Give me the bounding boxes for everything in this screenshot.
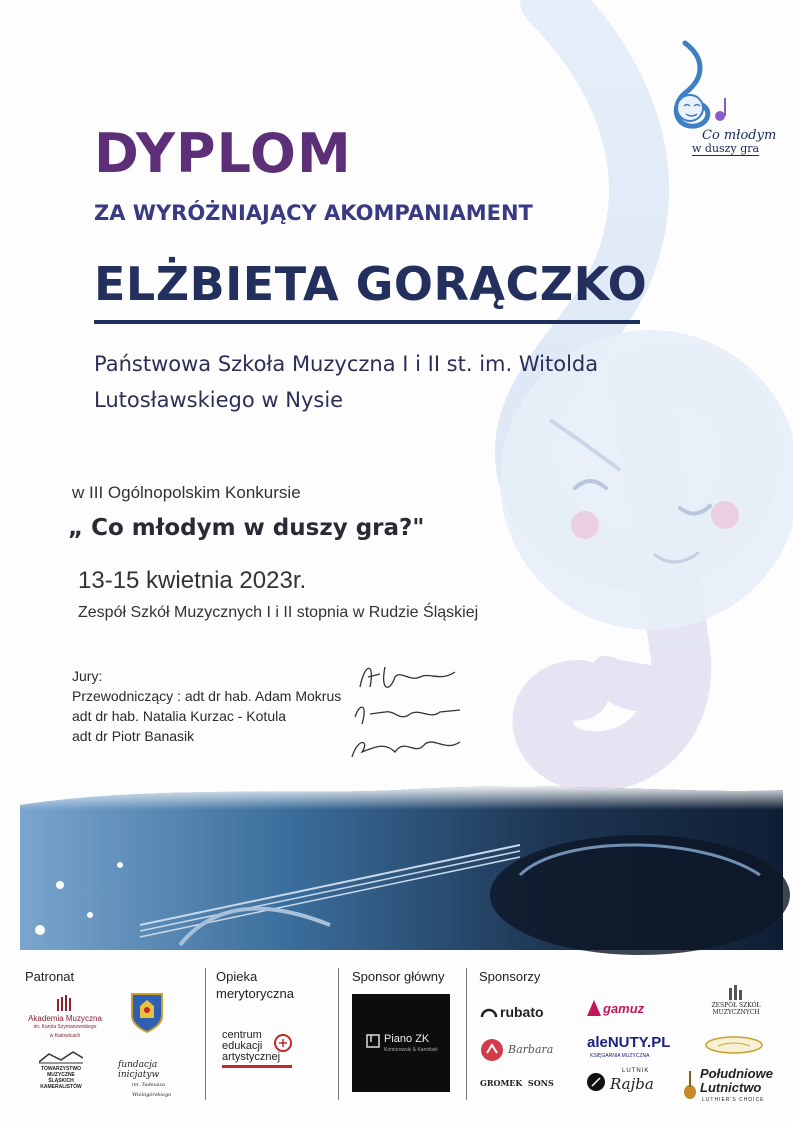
alenuty-logo: aleNUTY.PL [587,1034,671,1051]
sponsor-glowny-label: Sponsor główny [352,969,445,984]
towarzystwo-icon [39,1050,83,1064]
cello-banner-image [0,765,793,965]
jury-member-3: adt dr Piotr Banasik [72,728,195,744]
school-line-1: Państwowa Szkoła Muzyczna I i II st. im. Witolda [94,352,599,376]
fundacja-line-1: fundacja [118,1060,158,1070]
akademia-icon [55,995,75,1011]
piano-zk-sub: Komorowski & Kamiński [384,1047,438,1053]
festival-logo [650,38,775,163]
fundacja-line-3: im. Tadeusza Wielogórskiego [132,1082,172,1098]
akademia-logo [25,995,105,1041]
cea-line-2: edukacji [222,1040,263,1052]
tow-line-3: ŚLĄSKICH [48,1078,74,1084]
footer-divider-1 [205,968,206,1100]
barbara-icon [480,1038,504,1062]
diploma-subtitle: ZA WYRÓŻNIAJĄCY AKOMPANIAMENT [94,201,533,225]
alenuty-sub: KSIĘGARNIA MUZYCZNA [590,1053,650,1059]
opieka-label [216,968,294,1002]
recipient-name: ELŻBIETA GORĄCZKO [94,257,648,311]
tow-line-1: TOWARZYSTWO [41,1066,81,1072]
contest-venue: Zespół Szkół Muzycznych I i II stopnia w Rudzie Śląskiej [78,604,479,621]
school-line-2: Lutosławskiego w Nysie [94,388,344,412]
gamuz-logo: gamuz [603,1001,645,1016]
cea-line-3: artystycznej [222,1051,281,1063]
towarzystwo-logo [30,1050,92,1090]
akademia-sub-1: im. Karola Szymanowskiego [33,1024,97,1030]
piano-icon [366,1034,380,1048]
logo-line-2: w duszy gra [692,142,760,155]
rubato-logo: rubato [500,1004,544,1020]
name-underline [94,320,640,324]
rajba-violin-icon [586,1072,606,1092]
school-name [94,346,714,418]
poludniowe-lutnictwo-logo [700,1067,773,1095]
diploma-title: DYPLOM [94,122,352,185]
jury-member-2: adt dr hab. Natalia Kurzac - Kotula [72,708,287,724]
akademia-sub-2: w Katowicach [49,1033,81,1039]
contest-name: „ Co młodym w duszy gra?" [68,515,425,541]
zsm-logo [704,1002,768,1016]
footer-divider-2 [338,968,339,1100]
piano-zk-logo [352,994,450,1092]
treble-clef-logo-icon [650,38,775,138]
gromek-logo: GROMEK SONS [480,1078,554,1088]
jury-label: Jury: [72,668,103,684]
lutnik-label: LUTNIK [622,1068,650,1074]
pl-sub: LUTHIER'S CHOICE [702,1097,765,1103]
contest-intro: w III Ogólnopolskim Konkursie [72,483,301,502]
cea-underline [222,1065,292,1068]
sponsorzy-label: Sponsorzy [479,969,541,984]
barbara-logo: Barbara [508,1043,554,1056]
zsm-icon [726,984,744,1002]
tow-line-2: MUZYCZNE [47,1072,75,1078]
coat-of-arms-icon [130,992,164,1034]
pl-line-2: Lutnictwo [700,1080,762,1095]
rajba-logo: Rajba [610,1075,654,1093]
footer-divider-3 [466,968,467,1100]
jury-signatures [340,652,480,772]
piano-zk-name: Piano ZK [384,1033,430,1045]
tow-line-4: KAMERALISTÓW [40,1084,82,1090]
akademia-name: Akademia Muzyczna [28,1014,102,1023]
opieka-label-1: Opieka [216,969,258,984]
cea-circle-icon [273,1033,293,1053]
guitar-icon [683,1070,697,1100]
fundacja-line-2: inicjatyw [118,1070,160,1080]
gamuz-icon [585,998,603,1018]
opieka-label-2: merytoryczna [216,986,295,1001]
rubato-icon [480,1006,498,1018]
patronat-label: Patronat [25,969,75,984]
contest-dates: 13-15 kwietnia 2023r. [78,567,307,594]
fundacja-logo [118,1060,188,1100]
jury-list [72,666,341,746]
zsm-line-2: MUZYCZNYCH [712,1009,760,1016]
zsm-line-1: ZESPÓŁ SZKÓŁ [711,1002,761,1009]
oval-sponsor-logo-icon [704,1036,764,1054]
cea-line-1: centrum [222,1029,262,1041]
logo-line-1: Co młodym [702,128,777,143]
pl-line-1: Południowe [700,1066,773,1081]
jury-member-1: Przewodniczący : adt dr hab. Adam Mokrus [72,688,342,704]
